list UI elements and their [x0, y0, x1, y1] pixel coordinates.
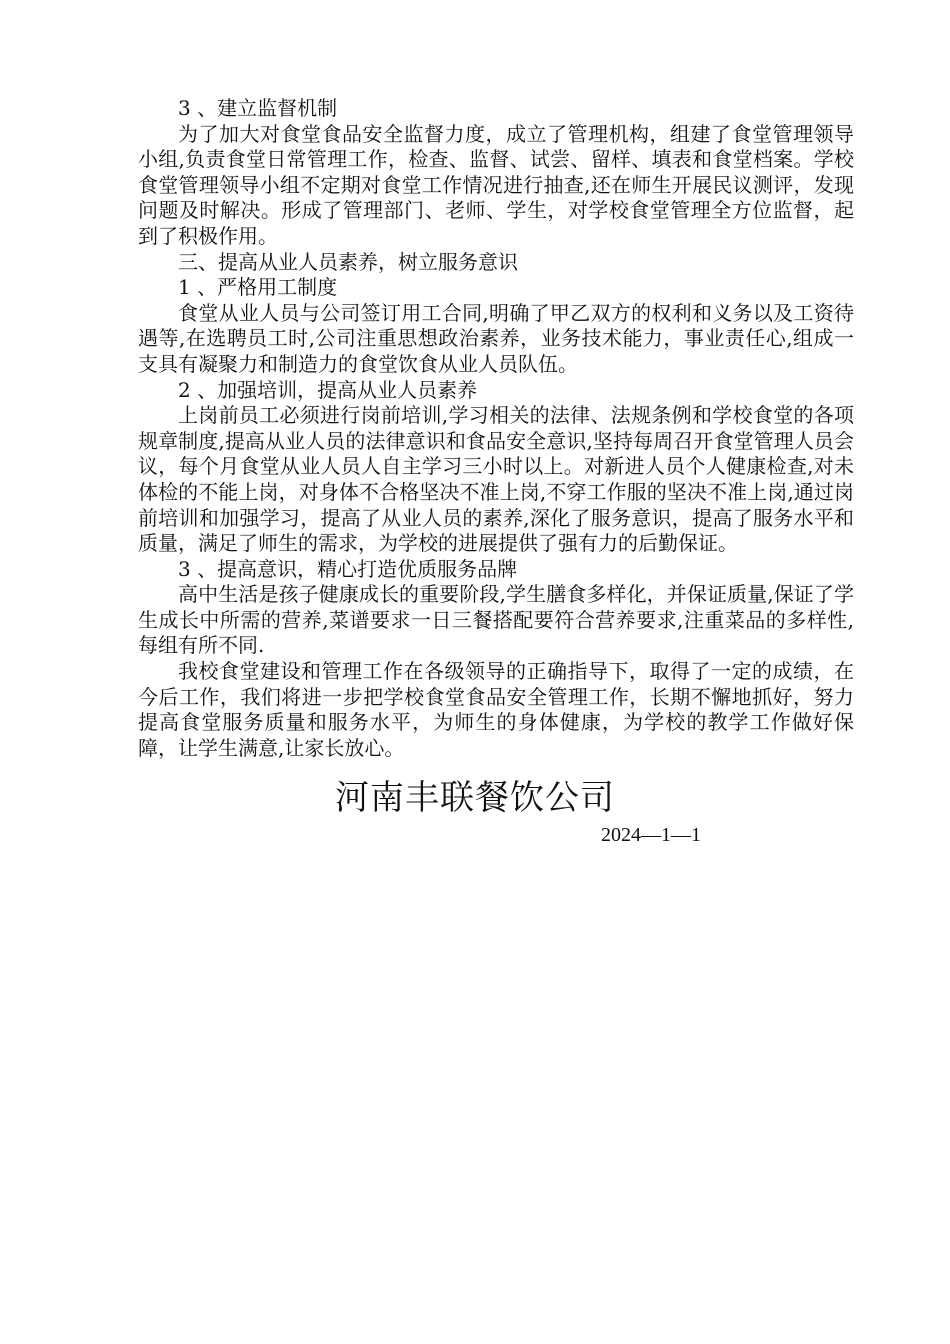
section-heading: 3 、提高意识，精心打造优质服务品牌	[178, 556, 518, 581]
document-date: 2024—1—1	[601, 824, 701, 846]
body-paragraph: 我校食堂建设和管理工作在各级领导的正确指导下，取得了一定的成绩，在今后工作，我们将进一步把学校食堂食品安全管理工作，长期不懈地抓好，努力提高食堂服务质量和服务水平，为师生的身体健康，为学校的教学工作做好保障，让学生满意,让家长放心。	[138, 659, 854, 760]
body-paragraph: 为了加大对食堂食品安全监督力度，成立了管理机构，组建了食堂管理领导小组,负责食堂日常管理工作，检查、监督、试尝、留样、填表和食堂档案。学校食堂管理领导小组不定期对食堂工作情况进行抽查,还在师生开展民议测评，发现问题及时解决。形成了管理部门、老师、学生，对学校食堂管理全方位监督，起到了积极作用。	[138, 121, 854, 248]
company-signature: 河南丰联餐饮公司	[335, 778, 615, 818]
body-paragraph: 食堂从业人员与公司签订用工合同,明确了甲乙双方的权利和义务以及工资待遇等,在选聘员工时,公司注重思想政治素养，业务技术能力，事业责任心,组成一支具有凝聚力和制造力的食堂饮食从业人员队伍。	[138, 300, 854, 376]
section-heading: 3 、建立监督机制	[178, 96, 338, 120]
document-body	[138, 96, 854, 761]
body-paragraph: 上岗前员工必须进行岗前培训,学习相关的法律、法规条例和学校食堂的各项规章制度,提高从业人员的法律意识和食品安全意识,坚持每周召开食堂管理人员会议，每个月食堂从业人员人自主学习三小时以上。对新进人员个人健康检查,对未体检的不能上岗，对身体不合格坚决不准上岗,不穿工作服的坚决不准上岗,通过岗前培训和加强学习，提高了从业人员的素养,深化了服务意识，提高了服务水平和质量，满足了师生的需求，为学校的进展提供了强有力的后勤保证。	[138, 403, 854, 556]
section-heading: 2 、加强培训，提高从业人员素养	[178, 377, 478, 402]
section-heading: 1 、严格用工制度	[178, 275, 338, 300]
body-paragraph: 高中生活是孩子健康成长的重要阶段,学生膳食多样化，并保证质量,保证了学生成长中所需的营养,菜谱要求一日三餐搭配要符合营养要求,注重菜品的多样性,每组有所不同.	[138, 582, 854, 658]
section-heading: 三、提高从业人员素养，树立服务意识	[178, 249, 518, 274]
